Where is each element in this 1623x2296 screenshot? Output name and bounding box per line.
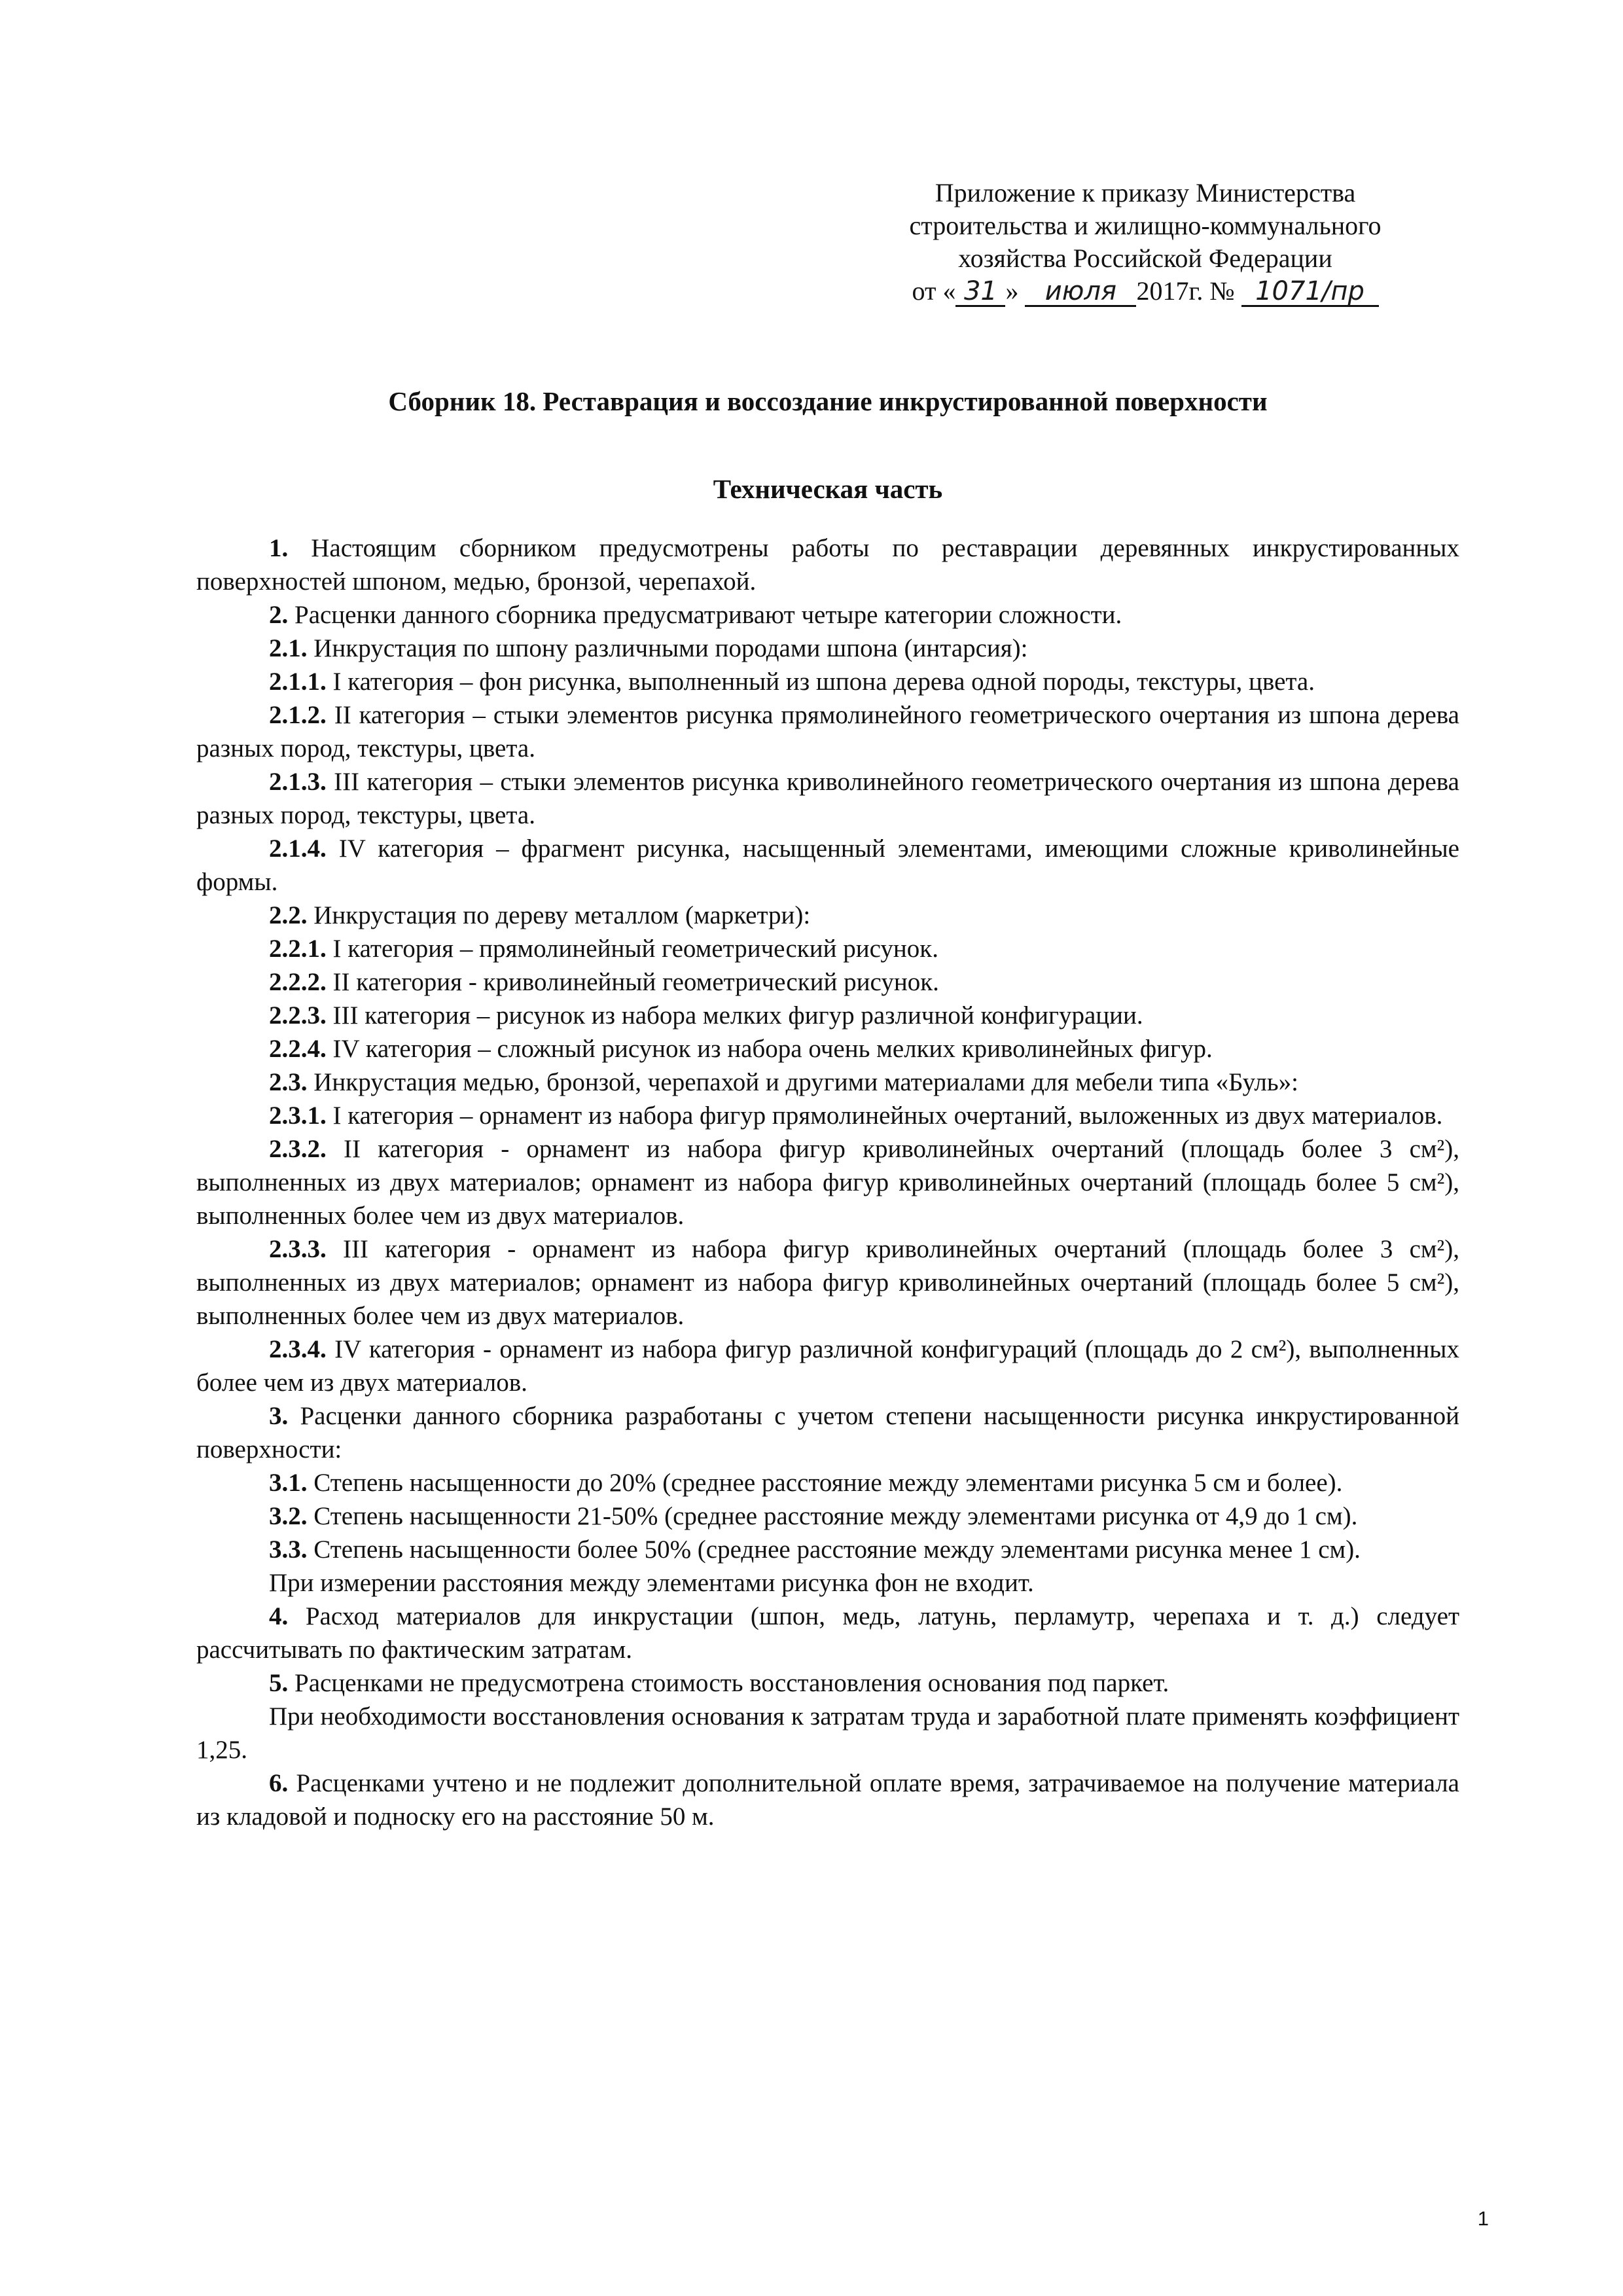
paragraph xyxy=(196,1232,1459,1333)
header-line-3: хозяйства Российской Федерации xyxy=(958,243,1332,273)
paragraph-number: 3.3. xyxy=(269,1535,308,1564)
paragraph-text: При измерении расстояния между элементами рисунка фон не входит. xyxy=(269,1569,1034,1597)
header-line-1: Приложение к приказу Министерства xyxy=(935,178,1356,207)
paragraph-text: IV категория – сложный рисунок из набора очень мелких криволинейных фигур. xyxy=(326,1035,1213,1063)
paragraph-number: 2.1.1. xyxy=(269,668,327,696)
paragraph-text: Степень насыщенности более 50% (среднее расстояние между элементами рисунка менее 1 см). xyxy=(307,1535,1361,1564)
paragraph-text: I категория – орнамент из набора фигур прямолинейных очертаний, выложенных из двух материалов. xyxy=(326,1102,1443,1130)
handwritten-day: 31 xyxy=(955,278,1005,307)
paragraph-number: 3.2. xyxy=(269,1502,308,1530)
paragraph-number: 2.2.4. xyxy=(269,1035,327,1063)
paragraph xyxy=(196,1533,1459,1566)
paragraph xyxy=(196,598,1459,632)
paragraph xyxy=(196,1700,1459,1767)
handwritten-order-number: 1071/пр xyxy=(1241,278,1379,307)
paragraph xyxy=(196,1767,1459,1833)
paragraph-number: 3.1. xyxy=(269,1469,308,1497)
paragraph-number: 2.2.3. xyxy=(269,1001,327,1030)
paragraph-number: 6. xyxy=(269,1769,289,1797)
paragraph-number: 2.1. xyxy=(269,634,308,662)
paragraph-number: 2.2.1. xyxy=(269,935,327,963)
paragraph xyxy=(196,965,1459,999)
paragraph xyxy=(196,1099,1459,1132)
paragraph-text: III категория – рисунок из набора мелких фигур различной конфигурации. xyxy=(326,1001,1143,1030)
paragraph xyxy=(196,632,1459,665)
paragraph-number: 2. xyxy=(269,601,289,629)
paragraph-text: Инкрустация медью, бронзой, черепахой и другими материалами для мебели типа «Буль»: xyxy=(307,1068,1298,1096)
paragraph xyxy=(196,999,1459,1032)
paragraph xyxy=(196,1466,1459,1499)
paragraph-text: Настоящим сборником предусмотрены работы по реставрации деревянных инкрустированных поверхностей шпоном, медью, бронзой, черепахой. xyxy=(196,534,1459,596)
date-mid: » xyxy=(1005,276,1019,306)
paragraph-text: I категория – фон рисунка, выполненный из шпона дерева одной породы, текстуры, цвета. xyxy=(326,668,1315,696)
paragraph-number: 3. xyxy=(269,1402,289,1430)
paragraph xyxy=(196,932,1459,965)
paragraph-text: Расценками учтено и не подлежит дополнительной оплате время, затрачиваемое на получение материала из кладовой и подноску его на расстояние 50 м. xyxy=(196,1769,1459,1831)
page-number: 1 xyxy=(1477,2207,1489,2230)
header-date-line xyxy=(818,275,1472,308)
order-header xyxy=(818,177,1472,308)
handwritten-month: июля xyxy=(1025,278,1136,307)
paragraph xyxy=(196,1032,1459,1066)
section-title: Техническая часть xyxy=(713,474,943,504)
paragraph-text: Степень насыщенности 21-50% (среднее расстояние между элементами рисунка от 4,9 до 1 см). xyxy=(307,1502,1358,1530)
paragraph xyxy=(196,1566,1459,1600)
paragraph-number: 2.3.3. xyxy=(269,1235,327,1263)
paragraph xyxy=(196,1600,1459,1666)
paragraph-number: 2.2. xyxy=(269,901,308,929)
paragraph-number: 2.1.4. xyxy=(269,834,327,863)
paragraph xyxy=(196,1333,1459,1399)
paragraph xyxy=(196,765,1459,832)
paragraph-text: Расценки данного сборника разработаны с учетом степени насыщенности рисунка инкрустированной поверхности: xyxy=(196,1402,1459,1463)
paragraph xyxy=(196,899,1459,932)
paragraph xyxy=(196,1066,1459,1099)
paragraph-number: 2.1.2. xyxy=(269,701,327,729)
paragraph-number: 1. xyxy=(269,534,289,562)
paragraph-text: Расценки данного сборника предусматривают четыре категории сложности. xyxy=(288,601,1122,629)
paragraph-number: 2.2.2. xyxy=(269,968,327,996)
paragraph-number: 5. xyxy=(269,1669,289,1697)
document-title: Сборник 18. Реставрация и воссоздание инкрустированной поверхности xyxy=(388,386,1268,416)
paragraph-number: 4. xyxy=(269,1602,289,1630)
paragraph-number: 2.3. xyxy=(269,1068,308,1096)
document-body xyxy=(196,531,1459,1833)
date-year: 2017г. № xyxy=(1136,276,1235,306)
paragraph xyxy=(196,665,1459,698)
paragraph-number: 2.3.2. xyxy=(269,1135,327,1163)
paragraph-text: I категория – прямолинейный геометрический рисунок. xyxy=(326,935,938,963)
paragraph-number: 2.1.3. xyxy=(269,768,327,796)
paragraph-text: II категория - орнамент из набора фигур криволинейных очертаний (площадь более 3 см²), выполненных из двух материалов; орнамент из набора фигур криволинейных очертаний (площадь более 5 см²), выполненных более чем из двух материалов. xyxy=(196,1135,1459,1230)
date-prefix: от « xyxy=(912,276,956,306)
paragraph-text: II категория – стыки элементов рисунка прямолинейного геометрического очертания из шпона дерева разных пород, текстуры, цвета. xyxy=(196,701,1459,762)
paragraph-text: Степень насыщенности до 20% (среднее расстояние между элементами рисунка 5 см и более). xyxy=(307,1469,1343,1497)
paragraph-text: III категория - орнамент из набора фигур криволинейных очертаний (площадь более 3 см²), выполненных из двух материалов; орнамент из набора фигур криволинейных очертаний (площадь более 5 см²), выполненных более чем из двух материалов. xyxy=(196,1235,1459,1330)
paragraph xyxy=(196,1666,1459,1700)
paragraph-number: 2.3.4. xyxy=(269,1335,327,1363)
paragraph-text: Инкрустация по шпону различными породами шпона (интарсия): xyxy=(307,634,1028,662)
paragraph-text: IV категория - орнамент из набора фигур различной конфигураций (площадь до 2 см²), выполненных более чем из двух материалов. xyxy=(196,1335,1459,1397)
paragraph xyxy=(196,1499,1459,1533)
paragraph xyxy=(196,531,1459,598)
paragraph-text: III категория – стыки элементов рисунка криволинейного геометрического очертания из шпона дерева разных пород, текстуры, цвета. xyxy=(196,768,1459,829)
paragraph-text: II категория - криволинейный геометрический рисунок. xyxy=(326,968,939,996)
paragraph-text: IV категория – фрагмент рисунка, насыщенный элементами, имеющими сложные криволинейные формы. xyxy=(196,834,1459,896)
paragraph xyxy=(196,698,1459,765)
paragraph-text: Расценками не предусмотрена стоимость восстановления основания под паркет. xyxy=(288,1669,1169,1697)
paragraph-number: 2.3.1. xyxy=(269,1102,327,1130)
paragraph xyxy=(196,832,1459,899)
paragraph-text: При необходимости восстановления основания к затратам труда и заработной плате применять коэффициент 1,25. xyxy=(196,1702,1459,1764)
paragraph xyxy=(196,1132,1459,1232)
paragraph-text: Расход материалов для инкрустации (шпон, медь, латунь, перламутр, черепаха и т. д.) следует рассчитывать по фактическим затратам. xyxy=(196,1602,1459,1664)
paragraph-text: Инкрустация по дереву металлом (маркетри): xyxy=(307,901,811,929)
header-line-2: строительства и жилищно-коммунального xyxy=(909,211,1382,240)
paragraph xyxy=(196,1399,1459,1466)
